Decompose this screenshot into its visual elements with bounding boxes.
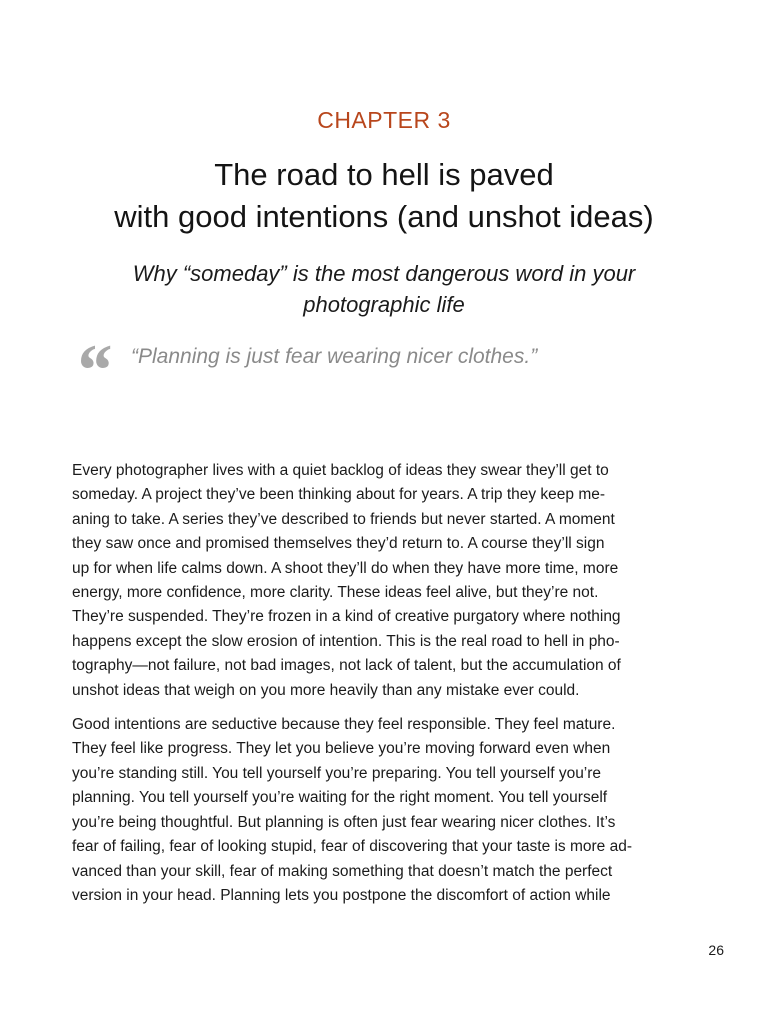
paragraph-2-line: planning. You tell yourself you’re waiting for the right moment. You tell yourself: [72, 789, 608, 807]
paragraph-2-line: you’re standing still. You tell yourself you’re preparing. You tell yourself you’re: [72, 764, 602, 782]
paragraph-1-line: energy, more confidence, more clarity. These ideas feel alive, but they’re not.: [72, 584, 599, 602]
chapter-title: [60, 154, 708, 238]
paragraph-2-line: version in your head. Planning lets you postpone the discomfort of action while: [72, 886, 611, 904]
chapter-label: CHAPTER 3: [317, 107, 451, 133]
paragraph-2: [72, 713, 698, 908]
page-number: 26: [708, 942, 724, 958]
quote-mark-icon: “: [74, 330, 111, 412]
chapter-subtitle-line-2: photographic life: [303, 292, 465, 317]
paragraph-1-line: unshot ideas that weigh on you more heavily than any mistake ever could.: [72, 681, 580, 699]
paragraph-1-line: happens except the slow erosion of intention. This is the real road to hell in pho-: [72, 632, 620, 650]
paragraph-1-line: Every photographer lives with a quiet backlog of ideas they swear they’ll get to: [72, 462, 609, 479]
chapter-subtitle-line-1: Why “someday” is the most dangerous word in your: [132, 261, 636, 286]
paragraph-2-line: Good intentions are seductive because they feel responsible. They feel mature.: [72, 716, 616, 734]
chapter-subtitle: [70, 258, 698, 320]
paragraph-1-line: tography—not failure, not bad images, not lack of talent, but the accumulation of: [72, 657, 621, 675]
paragraph-1-line: up for when life calms down. A shoot they’ll do when they have more time, more: [72, 559, 619, 577]
paragraph-2-line: vanced than your skill, fear of making something that doesn’t match the perfect: [72, 862, 613, 880]
pull-quote-text: “Planning is just fear wearing nicer clothes.”: [131, 345, 538, 368]
chapter-title-line-2: with good intentions (and unshot ideas): [114, 199, 654, 234]
paragraph-1-line: They’re suspended. They’re frozen in a kind of creative purgatory where nothing: [72, 608, 621, 626]
paragraph-1-line: they saw once and promised themselves they’d return to. A course they’ll sign: [72, 535, 605, 553]
paragraph-2-line: you’re being thoughtful. But planning is often just fear wearing nicer clothes. It’s: [72, 813, 616, 831]
pull-quote: [72, 330, 702, 412]
chapter-title-line-1: The road to hell is paved: [214, 157, 554, 192]
paragraph-2-line: They feel like progress. They let you believe you’re moving forward even when: [72, 740, 611, 758]
paragraph-1-line: aning to take. A series they’ve described to friends but never started. A moment: [72, 510, 615, 528]
paragraph-2-line: fear of failing, fear of looking stupid, fear of discovering that your taste is more ad-: [72, 838, 633, 856]
paragraph-1: [72, 459, 698, 703]
body-text: [72, 459, 698, 918]
paragraph-1-line: someday. A project they’ve been thinking about for years. A trip they keep me-: [72, 486, 606, 504]
